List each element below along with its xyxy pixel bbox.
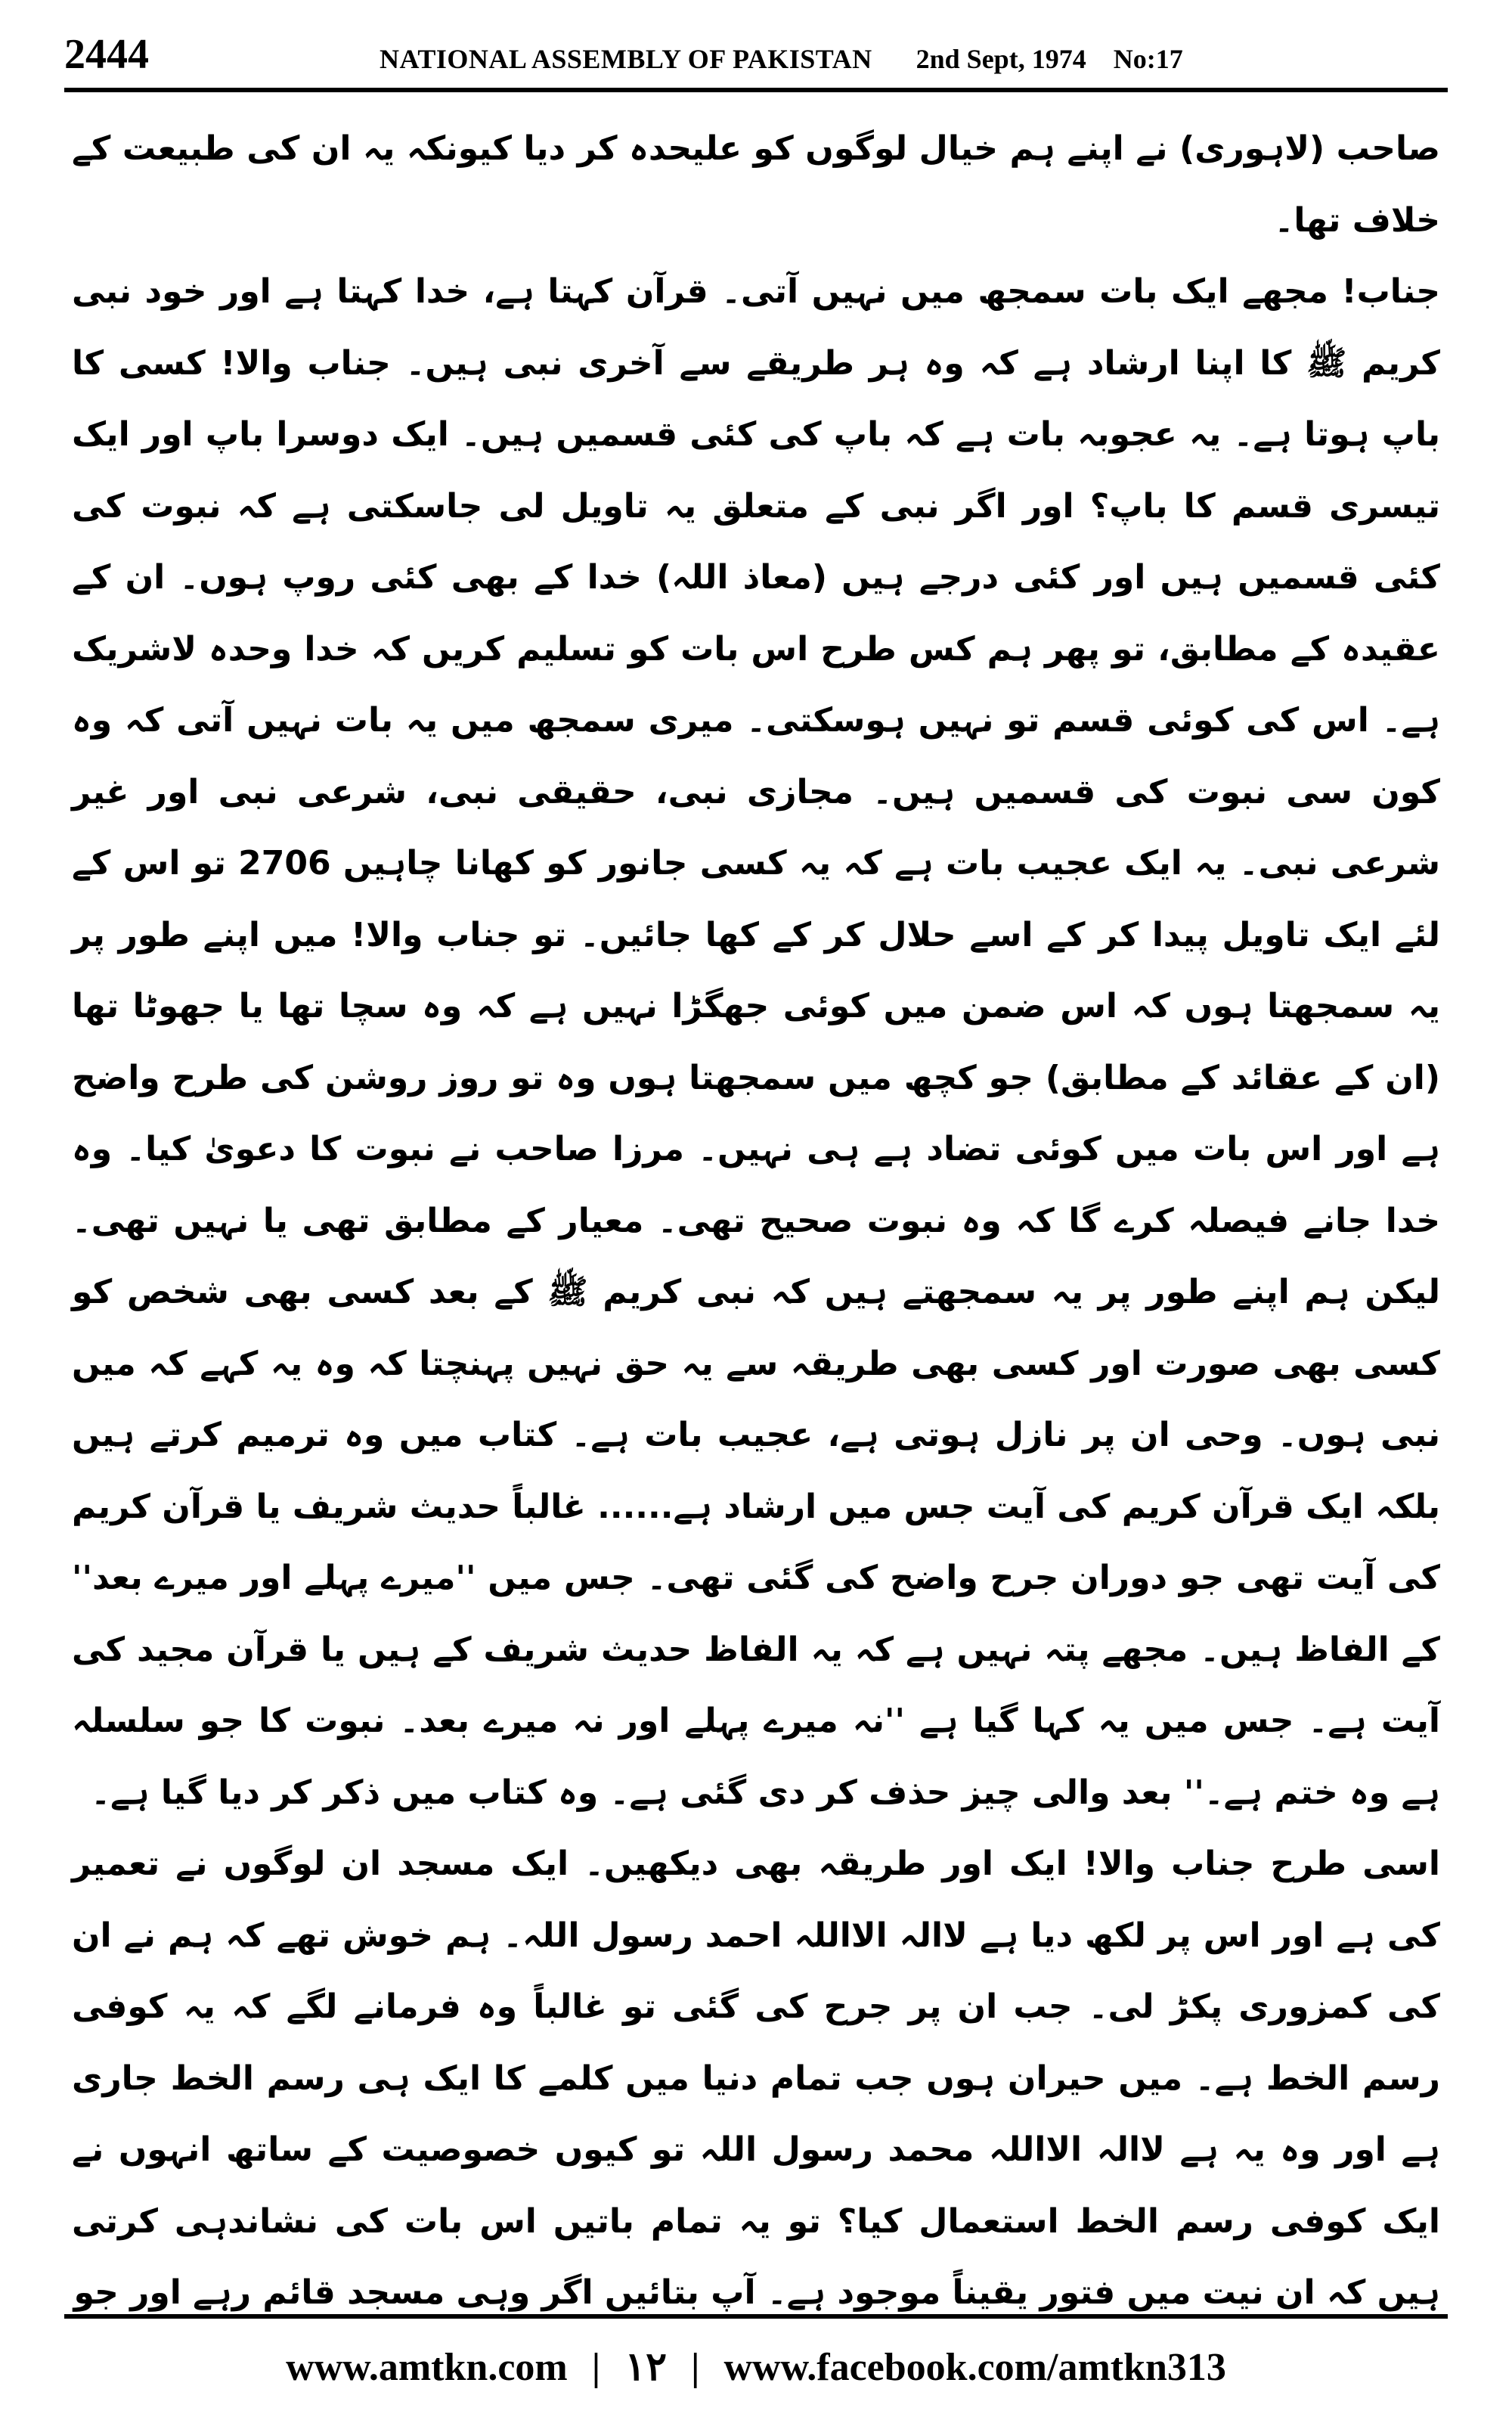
- footer-rule: [64, 2314, 1448, 2319]
- body-text: [72, 113, 1441, 2312]
- page-header: [64, 30, 1448, 91]
- running-title: NATIONAL ASSEMBLY OF PAKISTAN: [380, 44, 872, 74]
- header-rule: [64, 88, 1448, 92]
- footer-separator: |: [591, 2345, 601, 2389]
- footer-page-marker: ۱۲: [624, 2346, 668, 2389]
- header-date: 2nd Sept, 1974: [916, 44, 1086, 74]
- footer-website-link[interactable]: www.amtkn.com: [286, 2345, 568, 2389]
- paragraph-1: صاحب (لاہوری) نے اپنے ہم خیال لوگوں کو علیحدہ کر دیا کیونکہ یہ ان کی طبیعت کے خلاف تھا۔: [72, 129, 1440, 240]
- page-footer: [64, 2337, 1448, 2397]
- paragraph-3: اسی طرح جناب والا! ایک اور طریقہ بھی دیکھیں۔ ایک مسجد ان لوگوں نے تعمیر کی ہے اور اس پر لکھ دیا ہے لاالہ الااللہ احمد رسول اللہ۔ ہم خوش تھے کہ ہم نے ان کی کمزوری پکڑ لی۔ جب ان پر جرح کی گئی تو غالباً وہ فرمانے لگے کہ یہ کوفی رسم الخط ہے۔ میں حیران ہوں جب تمام دنیا میں کلمے کا ایک ہی رسم الخط جاری ہے اور وہ یہ ہے لاالہ الااللہ محمد رسول اللہ تو کیوں خصوصیت کے ساتھ انہوں نے ایک کوفی رسم الخط استعمال کیا؟ تو یہ تمام باتیں اس بات کی نشاندہی کرتی ہیں کہ ان نیت میں فتور یقیناً موجود ہے۔ آپ بتائیں اگر وہی مسجد قائم رہے اور جو: [72, 1844, 1440, 2312]
- paragraph-2: جناب! مجھے ایک بات سمجھ میں نہیں آتی۔ قرآن کہتا ہے، خدا کہتا ہے اور خود نبی کریم ﷺ کا اپنا ارشاد ہے کہ وہ ہر طریقے سے آخری نبی ہیں۔ جناب والا! کسی کا باپ ہوتا ہے۔ یہ عجوبہ بات ہے کہ باپ کی کئی قسمیں ہیں۔ ایک دوسرا باپ اور ایک تیسری قسم کا باپ؟ اور اگر نبی کے متعلق یہ تاویل لی جاسکتی ہے کہ نبوت کی کئی قسمیں ہیں اور کئی درجے ہیں (معاذ اللہ) خدا کے بھی کئی روپ ہوں۔ ان کے عقیدہ کے مطابق، تو پھر ہم کس طرح اس بات کو تسلیم کریں کہ خدا وحدہ لاشریک ہے۔ اس کی کوئی قسم تو نہیں ہوسکتی۔ میری سمجھ میں یہ بات نہیں آتی کہ وہ کون سی نبوت کی قسمیں ہیں۔ مجازی نبی، حقیقی نبی، شرعی نبی اور غیر شرعی نبی۔ یہ ایک عجیب بات ہے کہ یہ کسی جانور کو کھانا چاہیں 2706 تو اس کے لئے ایک تاویل پیدا کر کے اسے حلال کر کے کھا جائیں۔ تو جناب والا! میں اپنے طور پر یہ سمجھتا ہوں کہ اس ضمن میں کوئی جھگڑا نہیں ہے کہ وہ سچا تھا یا جھوٹا تھا (ان کے عقائد کے مطابق) جو کچھ میں سمجھتا ہوں وہ تو روز روشن کی طرح واضح ہے اور اس بات میں کوئی تضاد ہے ہی نہیں۔ مرزا صاحب نے نبوت کا دعویٰ کیا۔ وہ خدا جانے فیصلہ کرے گا کہ وہ نبوت صحیح تھی۔ معیار کے مطابق تھی یا نہیں تھی۔ لیکن ہم اپنے طور پر یہ سمجھتے ہیں کہ نبی کریم ﷺ کے بعد کسی بھی شخص کو کسی بھی صورت اور کسی بھی طریقہ سے یہ حق نہیں پہنچتا کہ وہ یہ کہے کہ میں نبی ہوں۔ وحی ان پر نازل ہوتی ہے، عجیب بات ہے۔ کتاب میں وہ ترمیم کرتے ہیں بلکہ ایک قرآن کریم کی آیت جس میں ارشاد ہے...... غالباً حدیث شریف یا قرآن کریم کی آیت تھی جو دوران جرح واضح کی گئی تھی۔ جس میں ''میرے پہلے اور میرے بعد'' کے الفاظ ہیں۔ مجھے پتہ نہیں ہے کہ یہ الفاظ حدیث شریف کے ہیں یا قرآن مجید کی آیت ہے۔ جس میں یہ کہا گیا ہے ''نہ میرے پہلے اور نہ میرے بعد۔ نبوت کا جو سلسلہ ہے وہ ختم ہے۔'' بعد والی چیز حذف کر دی گئی ہے۔ وہ کتاب میں ذکر کر دیا گیا ہے۔: [72, 272, 1441, 1812]
- footer-facebook-link[interactable]: www.facebook.com/amtkn313: [723, 2345, 1226, 2389]
- footer-separator: |: [691, 2345, 700, 2389]
- page-number: 2444: [64, 31, 149, 78]
- header-issue: No:17: [1113, 44, 1183, 74]
